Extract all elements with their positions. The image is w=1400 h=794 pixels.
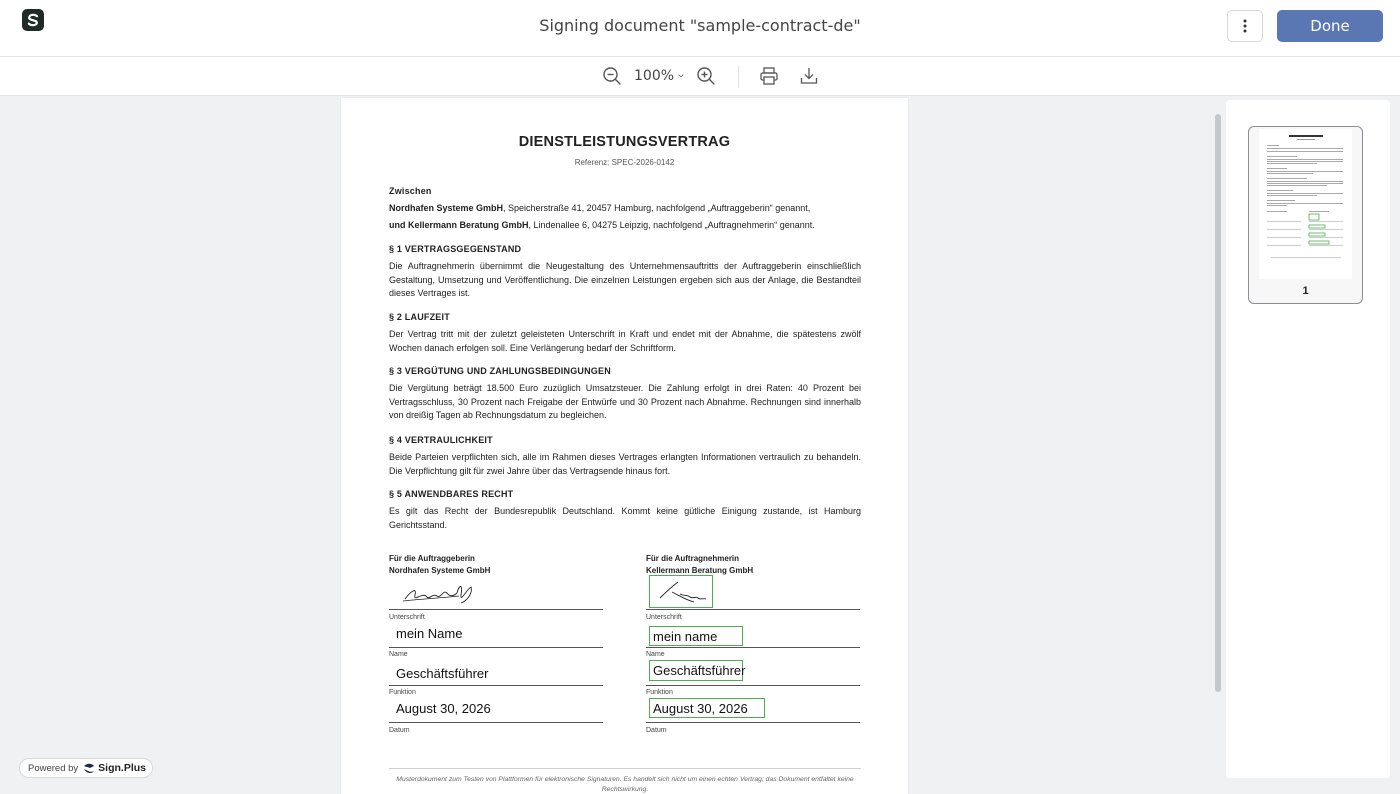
function-label: Funktion (389, 689, 416, 696)
function-line (646, 685, 860, 686)
signer-role-label: Für die Auftragnehmerin (646, 554, 740, 563)
done-button[interactable]: Done (1277, 10, 1383, 42)
name-line (646, 647, 860, 648)
party-2-name: und Kellermann Beratung GmbH (389, 220, 529, 230)
header-bar (0, 0, 1400, 57)
document-scrollbar[interactable] (1215, 114, 1221, 692)
more-vertical-icon (1243, 19, 1247, 33)
thumbnail-page-number: 1 (1302, 285, 1309, 297)
name-label: Name (389, 651, 408, 658)
section-text: Es gilt das Recht der Bundesrepublik Deutschland. Kommt keine gütliche Einigung zustande, ist Hamburg Gerichtsstand. (389, 506, 861, 530)
section-text: Die Vergütung beträgt 18.500 Euro zuzüglich Umsatzsteuer. Die Zahlung erfolgt in drei Raten: 40 Prozent bei Vertragsschluss, 30 Prozent nach Freigabe der Entwürfe und 30 Prozent nach Abnahme. Rechnungen sind innerhalb von dreißig Tagen ab Rechnungsdatum zu begleichen. (389, 383, 861, 421)
thumbnail-preview (1259, 129, 1352, 279)
party-1-details: , Speicherstraße 41, 20457 Hamburg, nachfolgend „Auftraggeberin“ genannt, (503, 203, 811, 213)
chevron-down-icon (678, 73, 684, 79)
signer-company: Kellermann Beratung GmbH (646, 565, 754, 575)
section-heading: § 4 VERTRAULICHKEIT (389, 435, 493, 445)
signer-date-left: August 30, 2026 (396, 701, 491, 716)
contract-title: DIENSTLEISTUNGSVERTRAG (518, 134, 731, 150)
signature-label: Unterschrift (646, 614, 682, 621)
party-1-name: Nordhafen Systeme GmbH (389, 203, 504, 213)
function-label: Funktion (646, 689, 673, 696)
zoom-in-icon (696, 66, 716, 86)
page-thumbnail[interactable] (1248, 126, 1363, 304)
signer-company: Nordhafen Systeme GmbH (389, 565, 491, 575)
date-line (389, 722, 603, 723)
signature-line (646, 609, 860, 610)
between-label: Zwischen (389, 186, 432, 196)
powered-by-brand: Sign.Plus (98, 762, 147, 774)
zoom-level-value: 100% (634, 68, 675, 84)
signature-image-left (401, 581, 481, 607)
signature-line (389, 609, 603, 610)
signature-block-right (646, 553, 860, 576)
name-label: Name (646, 651, 665, 658)
signer-name-left: mein Name (396, 626, 463, 641)
signplus-logo-icon (83, 763, 95, 774)
zoom-level-dropdown[interactable] (634, 65, 684, 87)
contract-reference: Referenz: SPEC-2026-0142 (574, 158, 675, 167)
section-heading: § 1 VERTRAGSGEGENSTAND (389, 244, 522, 254)
date-field[interactable]: August 30, 2026 (649, 698, 765, 718)
download-icon (799, 66, 819, 86)
document-title: Signing document "sample-contract-de" (539, 16, 861, 35)
zoom-in-button[interactable] (695, 65, 717, 87)
footnote-divider (389, 768, 861, 769)
date-line (646, 722, 860, 723)
signer-function-left: Geschäftsführer (396, 666, 489, 681)
function-field[interactable]: Geschäftsführer (649, 660, 743, 681)
section-heading: § 5 ANWENDBARES RECHT (389, 489, 514, 499)
party-2-details: , Lindenallee 6, 04275 Leipzig, nachfolgend „Auftragnehmerin“ genannt. (528, 220, 815, 230)
signer-role-label: Für die Auftraggeberin (389, 554, 475, 563)
section-text: Beide Parteien verpflichten sich, alle im Rahmen dieses Vertrages erlangten Informationen vertraulich zu behandeln. Die Verpflichtung gilt für zwei Jahre über das Vertragsende hinaus fort. (389, 452, 861, 476)
print-button[interactable] (758, 65, 780, 87)
party-2 (389, 219, 861, 233)
date-label: Datum (389, 727, 410, 734)
section-text: Die Auftragnehmerin übernimmt die Neugestaltung des Unternehmensauftritts der Auftraggeberin einschließlich Gestaltung, Umsetzung und Veröffentlichung. Die einzelnen Leistungen ergeben sich aus der Anlage, die Bestandteil dieses Vertrages ist. (389, 261, 861, 299)
zoom-out-button[interactable] (601, 65, 623, 87)
viewer-toolbar (0, 57, 1400, 96)
powered-by-label: Powered by (28, 762, 79, 774)
signature-image-right (650, 578, 710, 606)
download-button[interactable] (798, 65, 820, 87)
signature-block-left (389, 553, 603, 576)
section-heading: § 3 VERGÜTUNG UND ZAHLUNGSBEDINGUNGEN (389, 366, 611, 376)
date-label: Datum (646, 727, 667, 734)
function-line (389, 685, 603, 686)
name-field[interactable]: mein name (649, 626, 743, 646)
section-heading: § 2 LAUFZEIT (389, 312, 450, 322)
document-page (341, 98, 908, 794)
name-line (389, 647, 603, 648)
toolbar-divider (738, 66, 739, 88)
more-options-button[interactable] (1227, 10, 1263, 42)
section-text: Der Vertrag tritt mit der zuletzt geleisteten Unterschrift in Kraft und endet mit der Abnahme, die spätestens zwölf Wochen danach erfolgen soll. Eine Verlängerung bedarf der Schriftform. (389, 329, 861, 353)
powered-by-badge[interactable] (19, 758, 153, 778)
party-1 (389, 202, 861, 216)
printer-icon (759, 66, 779, 86)
footnote: Musterdokument zum Testen von Plattformen für elektronische Signaturen. Es handelt sich nicht um einen echten Vertrag; das Dokument entfaltet keine Rechtswirkung. (396, 776, 854, 793)
signature-field[interactable] (649, 575, 713, 608)
zoom-out-icon (602, 66, 622, 86)
signature-label: Unterschrift (389, 614, 425, 621)
